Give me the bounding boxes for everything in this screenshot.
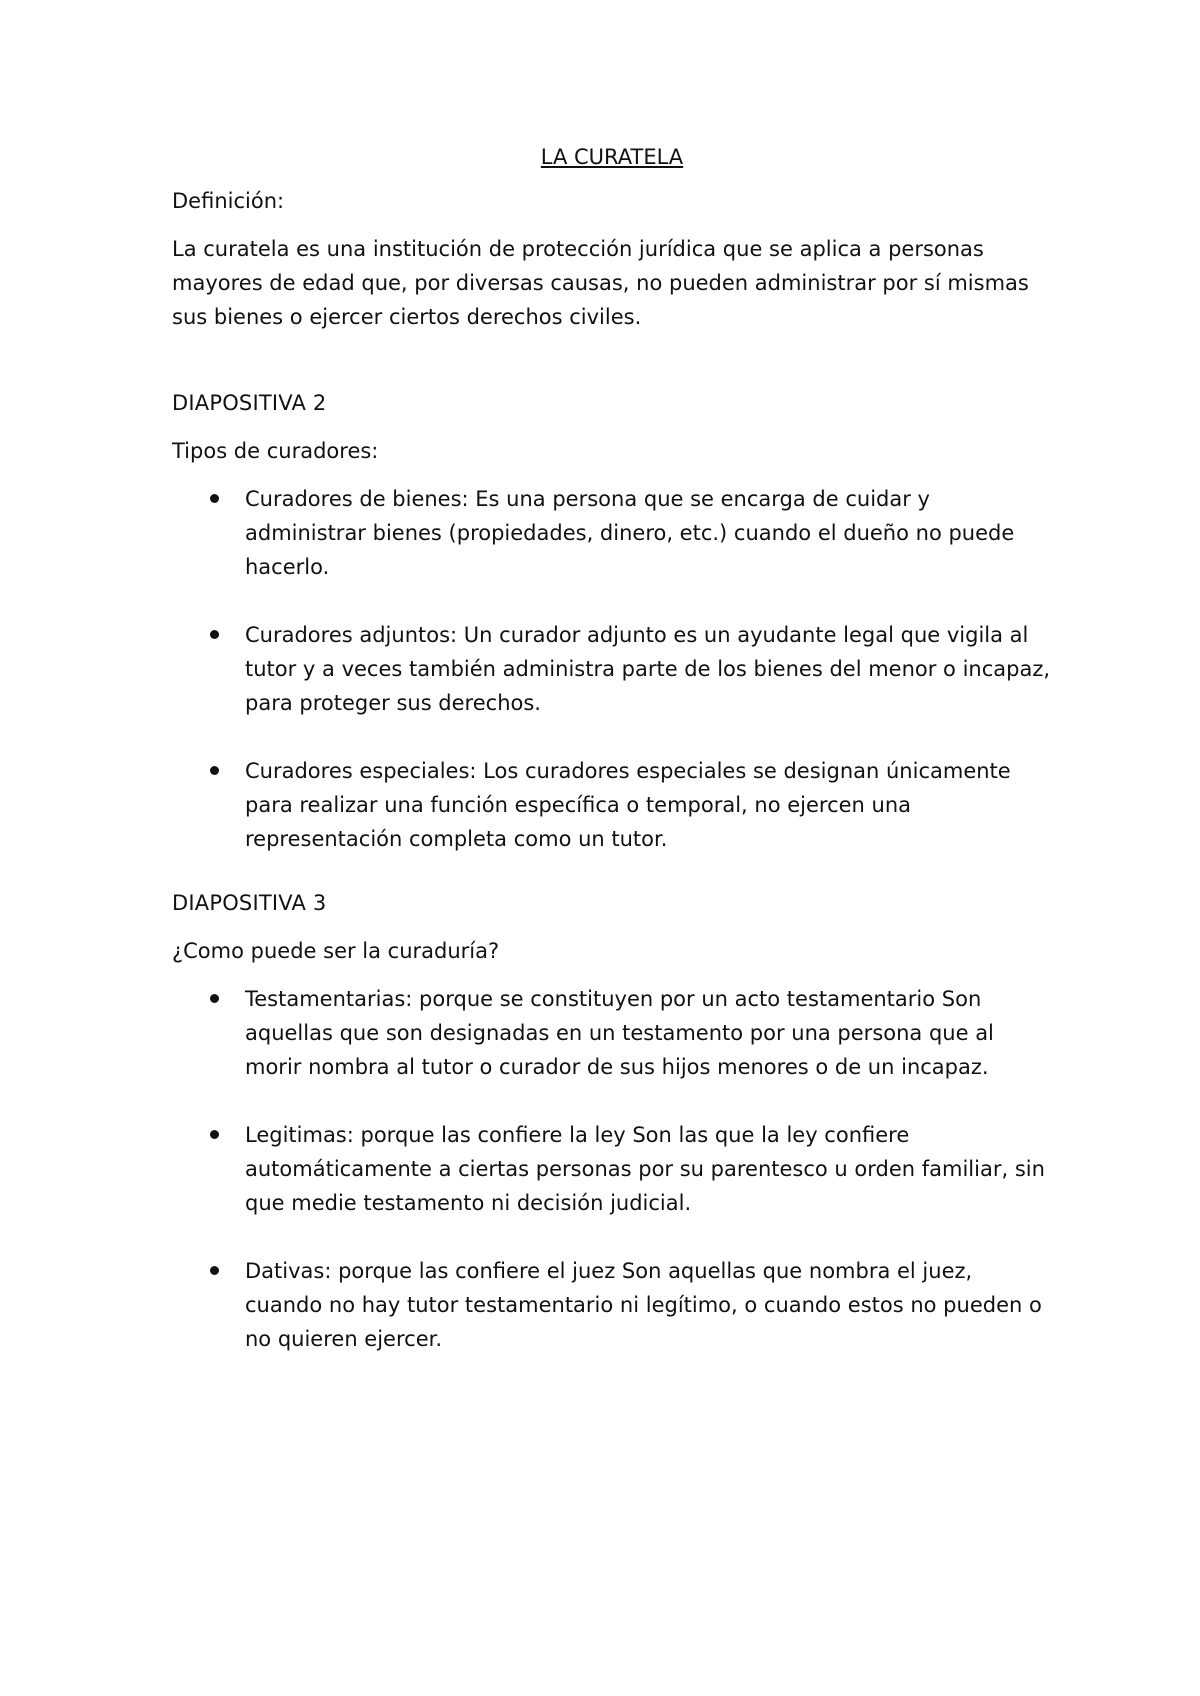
definition-label: Definición: xyxy=(172,189,285,213)
bullet-icon xyxy=(210,994,219,1003)
list-item-text: Legitimas: porque las confiere la ley Son las que la ley confiere automáticamente a ciertas personas por su parentesco u orden familiar, sin que medie testamento ni decisión judicial. xyxy=(245,1123,1045,1215)
bullet-list xyxy=(172,982,1052,1356)
bullet-list xyxy=(172,482,1052,856)
list-item xyxy=(172,1254,1052,1356)
definition-text: La curatela es una institución de protección jurídica que se aplica a personas mayores de edad que, por diversas causas, no pueden administrar por sí mismas sus bienes o ejercer ciertos derechos civiles. xyxy=(172,237,1029,329)
document-body xyxy=(172,140,1052,1386)
bullet-icon xyxy=(210,766,219,775)
list-item xyxy=(172,618,1052,720)
section-intro: ¿Como puede ser la curaduría? xyxy=(172,939,500,963)
list-item-text: Testamentarias: porque se constituyen por un acto testamentario Son aquellas que son designadas en un testamento por una persona que al morir nombra al tutor o curador de sus hijos menores o de un incapaz. xyxy=(245,987,994,1079)
section-heading: DIAPOSITIVA 2 xyxy=(172,391,327,415)
section-heading: DIAPOSITIVA 3 xyxy=(172,891,327,915)
bullet-icon xyxy=(210,1130,219,1139)
bullet-icon xyxy=(210,494,219,503)
spacer xyxy=(172,348,1052,386)
list-item xyxy=(172,754,1052,856)
list-item-text: Dativas: porque las confiere el juez Son aquellas que nombra el juez, cuando no hay tutor testamentario ni legítimo, o cuando estos no pueden o no quieren ejercer. xyxy=(245,1259,1042,1351)
document-title: LA CURATELA xyxy=(540,145,684,169)
list-item-text: Curadores adjuntos: Un curador adjunto es un ayudante legal que vigila al tutor y a veces también administra parte de los bienes del menor o incapaz, para proteger sus derechos. xyxy=(245,623,1051,715)
bullet-icon xyxy=(210,630,219,639)
section-intro: Tipos de curadores: xyxy=(172,439,379,463)
list-item-text: Curadores de bienes: Es una persona que se encarga de cuidar y administrar bienes (propiedades, dinero, etc.) cuando el dueño no puede hacerlo. xyxy=(245,487,1015,579)
list-item-text: Curadores especiales: Los curadores especiales se designan únicamente para realizar una función específica o temporal, no ejercen una representación completa como un tutor. xyxy=(245,759,1011,851)
bullet-icon xyxy=(210,1266,219,1275)
list-item xyxy=(172,1118,1052,1220)
list-item xyxy=(172,482,1052,584)
list-item xyxy=(172,982,1052,1084)
